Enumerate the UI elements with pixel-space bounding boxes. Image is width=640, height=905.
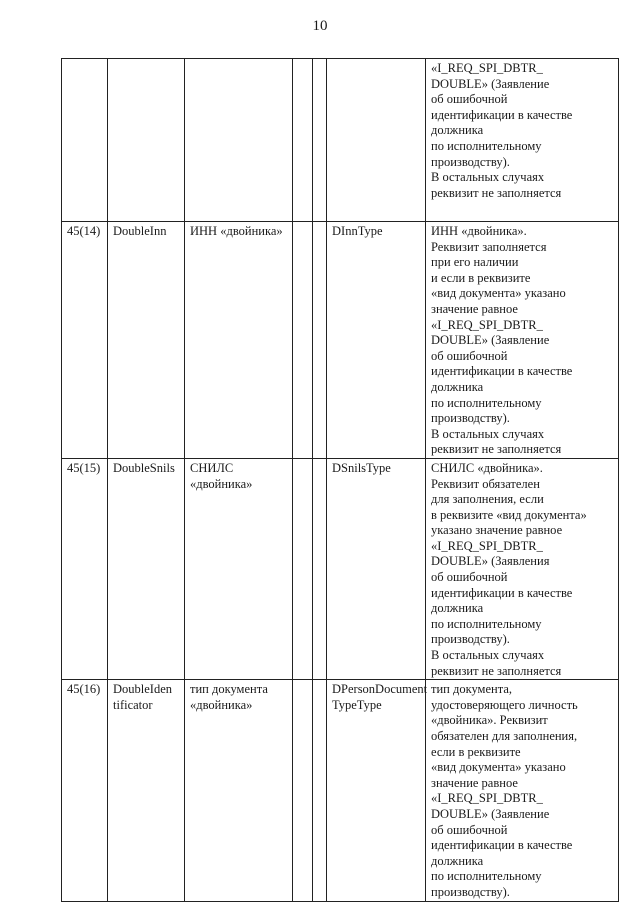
- row-number-cell: [62, 59, 108, 222]
- requisites-table: [61, 58, 619, 902]
- field-type-cell: DPersonDocument TypeType: [327, 680, 426, 901]
- field-name-cell: DoubleIden tificator: [108, 680, 185, 901]
- empty-cell: [313, 458, 327, 679]
- field-requirement-cell: «I_REQ_SPI_DBTR_ DOUBLE» (Заявление об ошибочной идентификации в качестве должника по исполнительному производству). В остальных случаях реквизит не заполняется: [426, 59, 619, 222]
- field-requirement-cell: ИНН «двойника». Реквизит заполняется при его наличии и если в реквизите «вид документа» указано значение равное «I_REQ_SPI_DBTR_ DOUBLE» (Заявление об ошибочной идентификации в качестве должника по исполнительному производству). В остальных случаях реквизит не заполняется: [426, 222, 619, 459]
- empty-cell: [293, 680, 313, 901]
- table-row: [62, 458, 619, 679]
- field-name-cell: [108, 59, 185, 222]
- empty-cell: [313, 680, 327, 901]
- empty-cell: [313, 59, 327, 222]
- table-row: [62, 59, 619, 222]
- empty-cell: [293, 222, 313, 459]
- field-name-cell: DoubleSnils: [108, 458, 185, 679]
- field-description-cell: ИНН «двойника»: [185, 222, 293, 459]
- field-type-cell: DInnType: [327, 222, 426, 459]
- field-requirement-cell: тип документа, удостоверяющего личность «двойника». Реквизит обязателен для заполнения, если в реквизите «вид документа» указано значение равное «I_REQ_SPI_DBTR_ DOUBLE» (Заявление об ошибочной идентификации в качестве должника по исполнительному производству).: [426, 680, 619, 901]
- row-number-cell: 45(14): [62, 222, 108, 459]
- table-row: [62, 222, 619, 459]
- page-number: 10: [312, 18, 328, 34]
- field-requirement-cell: СНИЛС «двойника». Реквизит обязателен для заполнения, если в реквизите «вид документа» указано значение равное «I_REQ_SPI_DBTR_ DOUBLE» (Заявления об ошибочной идентификации в качестве должника по исполнительному производству). В остальных случаях реквизит не заполняется: [426, 458, 619, 679]
- row-number-cell: 45(15): [62, 458, 108, 679]
- field-name-cell: DoubleInn: [108, 222, 185, 459]
- empty-cell: [313, 222, 327, 459]
- field-type-cell: DSnilsType: [327, 458, 426, 679]
- table-row: [62, 680, 619, 901]
- row-number-cell: 45(16): [62, 680, 108, 901]
- empty-cell: [293, 59, 313, 222]
- field-description-cell: [185, 59, 293, 222]
- field-description-cell: СНИЛС «двойника»: [185, 458, 293, 679]
- empty-cell: [293, 458, 313, 679]
- field-type-cell: [327, 59, 426, 222]
- field-description-cell: тип документа «двойника»: [185, 680, 293, 901]
